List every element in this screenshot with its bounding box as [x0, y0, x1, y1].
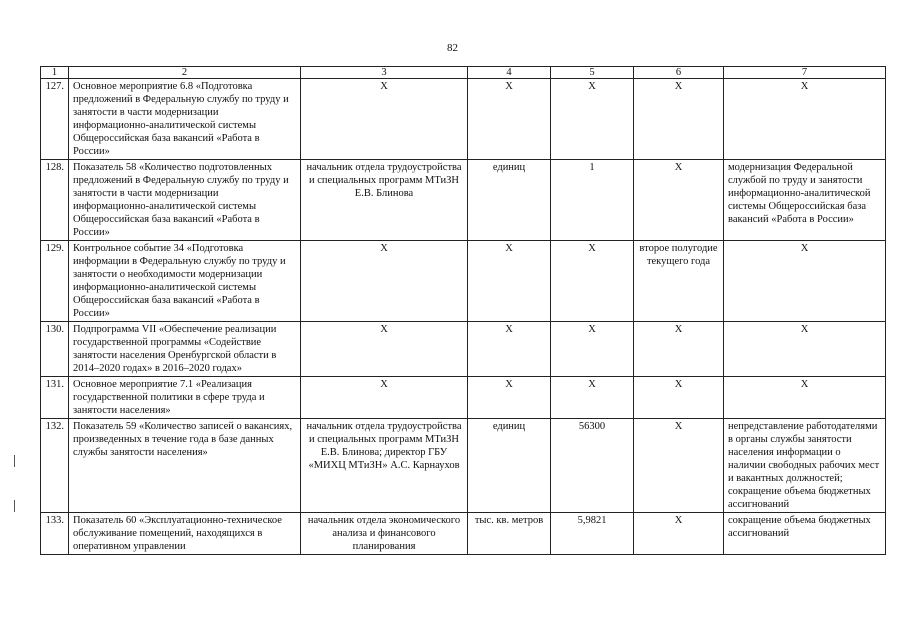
header-cell: 5 — [551, 67, 634, 79]
row-responsible: Х — [301, 79, 468, 160]
row-value: 5,9821 — [551, 513, 634, 555]
row-term: Х — [634, 419, 724, 513]
row-number: 131. — [41, 377, 69, 419]
row-number: 132. — [41, 419, 69, 513]
row-responsible: начальник отдела трудоустройства и специальных программ МТиЗН Е.В. Блинова; директор ГБУ «МИХЦ МТиЗН» А.С. Карнаухов — [301, 419, 468, 513]
row-note: Х — [724, 322, 886, 377]
header-row — [41, 67, 886, 79]
margin-mark — [14, 455, 15, 467]
row-note: сокращение объема бюджетных ассигнований — [724, 513, 886, 555]
row-name: Показатель 58 «Количество подготовленных предложений в Федеральную службу по труду и занятости в части модернизации информационно-аналитической системы Общероссийская база вакансий «Работа в России» — [69, 160, 301, 241]
row-name: Показатель 59 «Количество записей о вакансиях, произведенных в течение года в базе данных службы занятости населения» — [69, 419, 301, 513]
row-responsible: Х — [301, 241, 468, 322]
row-value: 1 — [551, 160, 634, 241]
row-unit: тыс. кв. метров — [468, 513, 551, 555]
row-value: Х — [551, 241, 634, 322]
table-row — [41, 160, 886, 241]
row-value: Х — [551, 322, 634, 377]
table-row — [41, 322, 886, 377]
row-number: 128. — [41, 160, 69, 241]
header-cell: 6 — [634, 67, 724, 79]
table-row — [41, 79, 886, 160]
row-responsible: Х — [301, 377, 468, 419]
row-term: Х — [634, 322, 724, 377]
header-cell: 3 — [301, 67, 468, 79]
row-value: Х — [551, 79, 634, 160]
table-row — [41, 241, 886, 322]
header-cell: 1 — [41, 67, 69, 79]
row-name: Показатель 60 «Эксплуатационно-техническое обслуживание помещений, находящихся в оперативном управлении — [69, 513, 301, 555]
row-unit: единиц — [468, 160, 551, 241]
row-term: Х — [634, 513, 724, 555]
row-unit: Х — [468, 241, 551, 322]
table-row — [41, 419, 886, 513]
row-name: Основное мероприятие 7.1 «Реализация государственной политики в сфере труда и занятости населения» — [69, 377, 301, 419]
margin-mark — [14, 500, 15, 512]
program-table — [40, 66, 886, 555]
row-number: 127. — [41, 79, 69, 160]
row-name: Основное мероприятие 6.8 «Подготовка предложений в Федеральную службу по труду и занятости в части модернизации информационно-аналитической системы Общероссийская база вакансий «Работа в России» — [69, 79, 301, 160]
row-note: Х — [724, 377, 886, 419]
header-cell: 2 — [69, 67, 301, 79]
row-responsible: начальник отдела трудоустройства и специальных программ МТиЗН Е.В. Блинова — [301, 160, 468, 241]
row-note: Х — [724, 241, 886, 322]
row-unit: единиц — [468, 419, 551, 513]
row-number: 133. — [41, 513, 69, 555]
row-note: модернизация Федеральной службой по труду и занятости информационно-аналитической системы Общероссийская база вакансий «Работа в России» — [724, 160, 886, 241]
table-row — [41, 513, 886, 555]
row-note: Х — [724, 79, 886, 160]
row-number: 129. — [41, 241, 69, 322]
row-value: Х — [551, 377, 634, 419]
row-number: 130. — [41, 322, 69, 377]
row-value: 56300 — [551, 419, 634, 513]
row-unit: Х — [468, 79, 551, 160]
row-unit: Х — [468, 322, 551, 377]
row-term: Х — [634, 377, 724, 419]
row-term: Х — [634, 160, 724, 241]
row-term: Х — [634, 79, 724, 160]
row-note: непредставление работодателями в органы службы занятости населения информации о наличии свободных рабочих мест и вакантных должностей; сокращение объема бюджетных ассигнований — [724, 419, 886, 513]
header-cell: 7 — [724, 67, 886, 79]
row-term: второе полугодие текущего года — [634, 241, 724, 322]
row-name: Подпрограмма VII «Обеспечение реализации государственной программы «Содействие занятости населения Оренбургской области в 2014–2020 годах» в 2016–2020 годах» — [69, 322, 301, 377]
header-cell: 4 — [468, 67, 551, 79]
row-responsible: начальник отдела экономического анализа и финансового планирования — [301, 513, 468, 555]
page-number: 82 — [447, 42, 458, 54]
row-unit: Х — [468, 377, 551, 419]
row-responsible: Х — [301, 322, 468, 377]
row-name: Контрольное событие 34 «Подготовка информации в Федеральную службу по труду и занятости о необходимости модернизации информационно-аналитической системы Общероссийская база вакансий «Работа в России» — [69, 241, 301, 322]
table-row — [41, 377, 886, 419]
